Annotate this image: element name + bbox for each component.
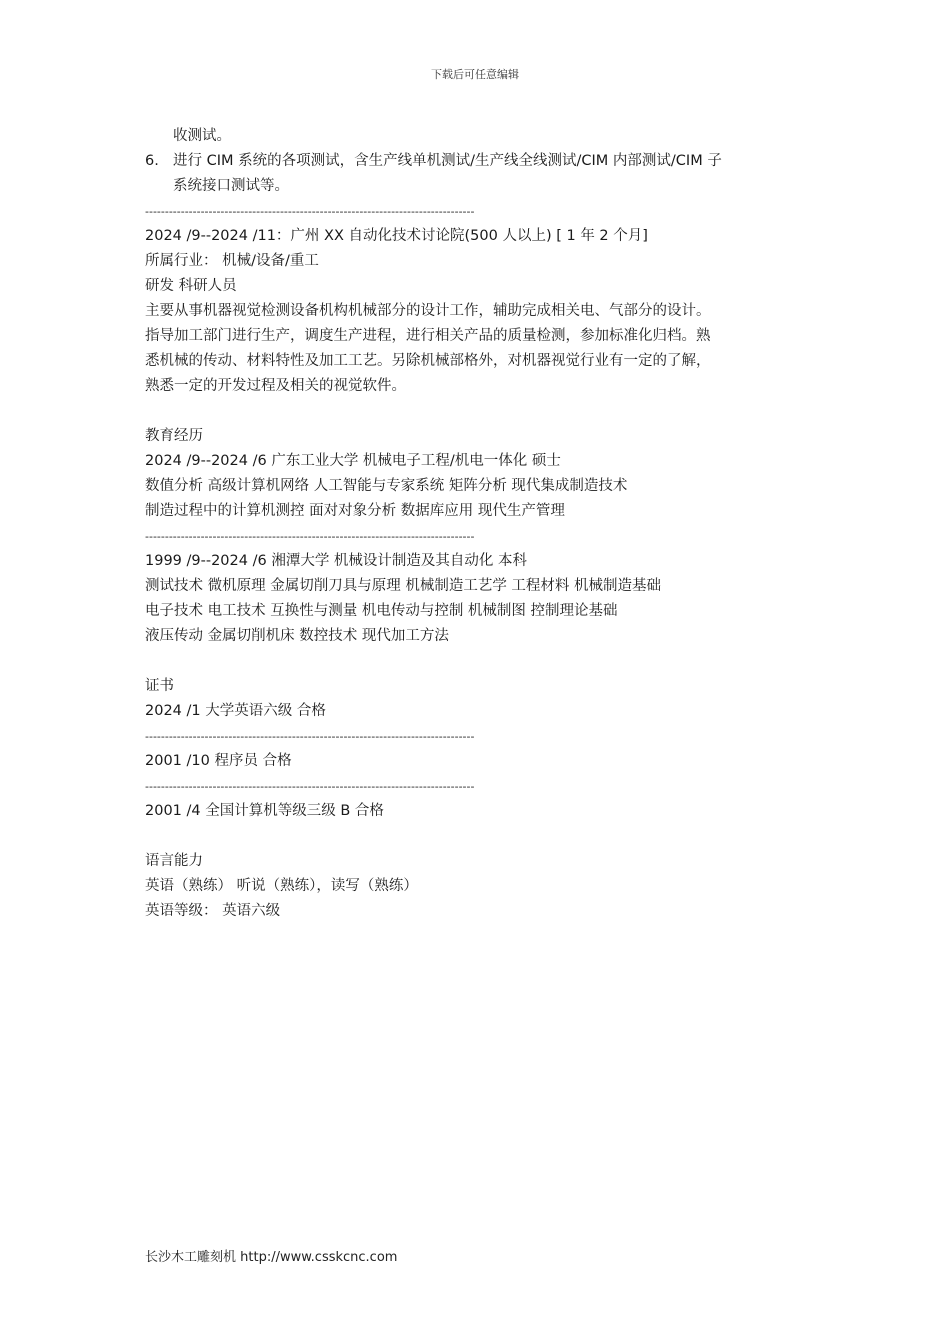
education-courses: 测试技术 微机原理 金属切削刀具与原理 机械制造工艺学 工程材料 机械制造基础: [145, 578, 662, 594]
education-period: 1999 /9--2024 /6 湘潭大学 机械设计制造及其自动化 本科: [145, 553, 528, 569]
job-description: 指导加工部门进行生产，调度生产进程，进行相关产品的质量检测，参加标准化归档。熟: [145, 328, 711, 344]
spacer: [145, 399, 815, 424]
job-description: 熟悉一定的开发过程及相关的视觉软件。: [145, 378, 406, 394]
education-period: 2024 /9--2024 /6 广东工业大学 机械电子工程/机电一体化 硕士: [145, 453, 561, 469]
spacer: [145, 649, 815, 674]
section-title-certificates: 证书: [145, 678, 174, 694]
education-courses: 制造过程中的计算机测控 面对对象分析 数据库应用 现代生产管理: [145, 503, 565, 519]
item-number: 6.: [145, 153, 159, 169]
page-header: 下载后可任意编辑: [431, 68, 519, 81]
resume-content: [145, 124, 815, 924]
job-description: 主要从事机器视觉检测设备机构机械部分的设计工作，辅助完成相关电、气部分的设计。: [145, 303, 711, 319]
item-text-continued: 系统接口测试等。: [173, 178, 289, 194]
education-courses: 数值分析 高级计算机网络 人工智能与专家系统 矩阵分析 现代集成制造技术: [145, 478, 628, 494]
job-period: 2024 /9--2024 /11：广州 XX 自动化技术讨论院(500 人以上) [ 1 年 2 个月]: [145, 228, 648, 244]
separator-line: -----------------------------------------------------------------------------------: [145, 530, 475, 543]
certificate-item: 2001 /4 全国计算机等级三级 B 合格: [145, 803, 384, 819]
section-title-language: 语言能力: [145, 853, 203, 869]
section-title-education: 教育经历: [145, 428, 203, 444]
page-footer: 长沙木工雕刻机 http://www.csskcnc.com: [145, 1250, 398, 1265]
education-courses: 液压传动 金属切削机床 数控技术 现代加工方法: [145, 628, 449, 644]
separator-line: -----------------------------------------------------------------------------------: [145, 730, 475, 743]
education-courses: 电子技术 电工技术 互换性与测量 机电传动与控制 机械制图 控制理论基础: [145, 603, 618, 619]
certificate-item: 2001 /10 程序员 合格: [145, 753, 292, 769]
spacer: [145, 824, 815, 849]
job-description: 悉机械的传动、材料特性及加工工艺。另除机械部格外，对机器视觉行业有一定的了解，: [145, 353, 711, 369]
language-level: 英语等级： 英语六级: [145, 903, 281, 919]
item-text: 进行 CIM 系统的各项测试，含生产线单机测试/生产线全线测试/CIM 内部测试/CIM 子: [173, 153, 722, 169]
separator-line: -----------------------------------------------------------------------------------: [145, 780, 475, 793]
certificate-item: 2024 /1 大学英语六级 合格: [145, 703, 326, 719]
separator-line: -----------------------------------------------------------------------------------: [145, 205, 475, 218]
job-tail-line: 收测试。: [173, 128, 231, 144]
language-skill: 英语（熟练） 听说（熟练），读写（熟练）: [145, 878, 418, 894]
job-industry: 所属行业： 机械/设备/重工: [145, 253, 319, 269]
numbered-item-6: [145, 149, 815, 174]
job-role: 研发 科研人员: [145, 278, 237, 294]
